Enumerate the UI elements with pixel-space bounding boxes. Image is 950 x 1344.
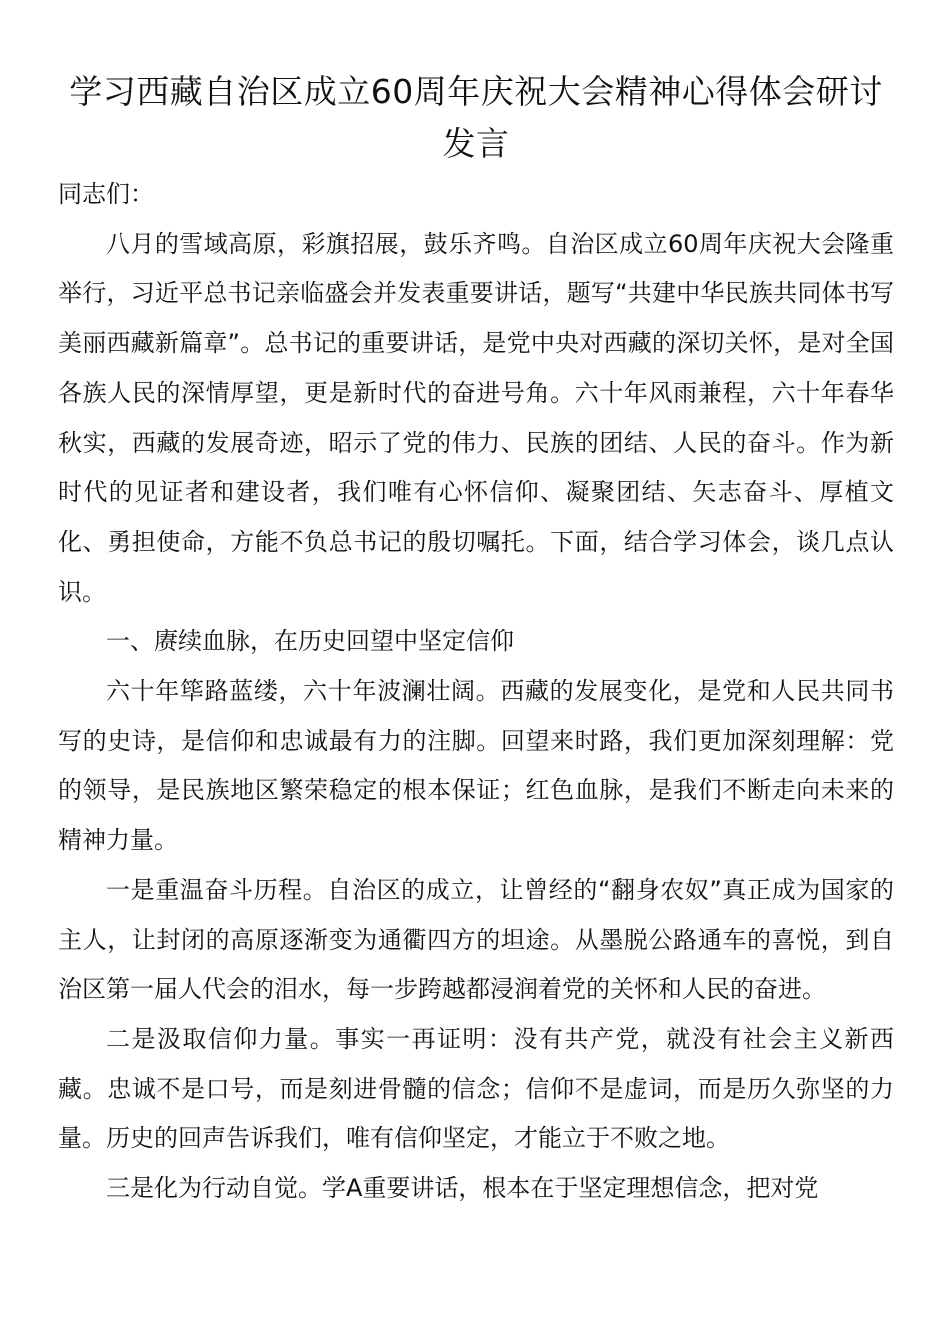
point-1-paragraph: 一是重温奋斗历程。自治区的成立，让曾经的“翻身农奴”真正成为国家的主人，让封闭的高原逐渐变为通衢四方的坦途。从墨脱公路通车的喜悦，到自治区第一届人代会的泪水，每一步跨越都浸润着党的关怀和人民的奋进。 (58, 875, 894, 1004)
document-page (58, 66, 894, 1214)
point-2-paragraph: 二是汲取信仰力量。事实一再证明：没有共产党，就没有社会主义新西藏。忠诚不是口号，而是刻进骨髓的信念；信仰不是虚词，而是历久弥坚的力量。历史的回声告诉我们，唯有信仰坚定，才能立于不败之地。 (58, 1024, 894, 1153)
intro-paragraph: 八月的雪域高原，彩旗招展，鼓乐齐鸣。自治区成立60周年庆祝大会隆重举行，习近平总书记亲临盛会并发表重要讲话，题写“共建中华民族共同体书写美丽西藏新篇章”。总书记的重要讲话，是党中央对西藏的深切关怀，是对全国各族人民的深情厚望，更是新时代的奋进号角。六十年风雨兼程，六十年春华秋实，西藏的发展奇迹，昭示了党的伟力、民族的团结、人民的奋斗。作为新时代的见证者和建设者，我们唯有心怀信仰、凝聚团结、矢志奋斗、厚植文化、勇担使命，方能不负总书记的殷切嘱托。下面，结合学习体会，谈几点认识。 (58, 229, 894, 606)
salutation: 同志们： (58, 180, 154, 208)
section1-intro-paragraph: 六十年筚路蓝缕，六十年波澜壮阔。西藏的发展变化，是党和人民共同书写的史诗，是信仰和忠诚最有力的注脚。回望来时路，我们更加深刻理解：党的领导，是民族地区繁荣稳定的根本保证；红色血脉，是我们不断走向未来的精神力量。 (58, 677, 894, 855)
document-title: 学习西藏自治区成立60周年庆祝大会精神心得体会研讨发言 (69, 72, 883, 163)
section-heading-1: 一、赓续血脉，在历史回望中坚定信仰 (106, 627, 514, 656)
point-3-paragraph: 三是化为行动自觉。学A重要讲话，根本在于坚定理想信念，把对党 (106, 1174, 819, 1203)
